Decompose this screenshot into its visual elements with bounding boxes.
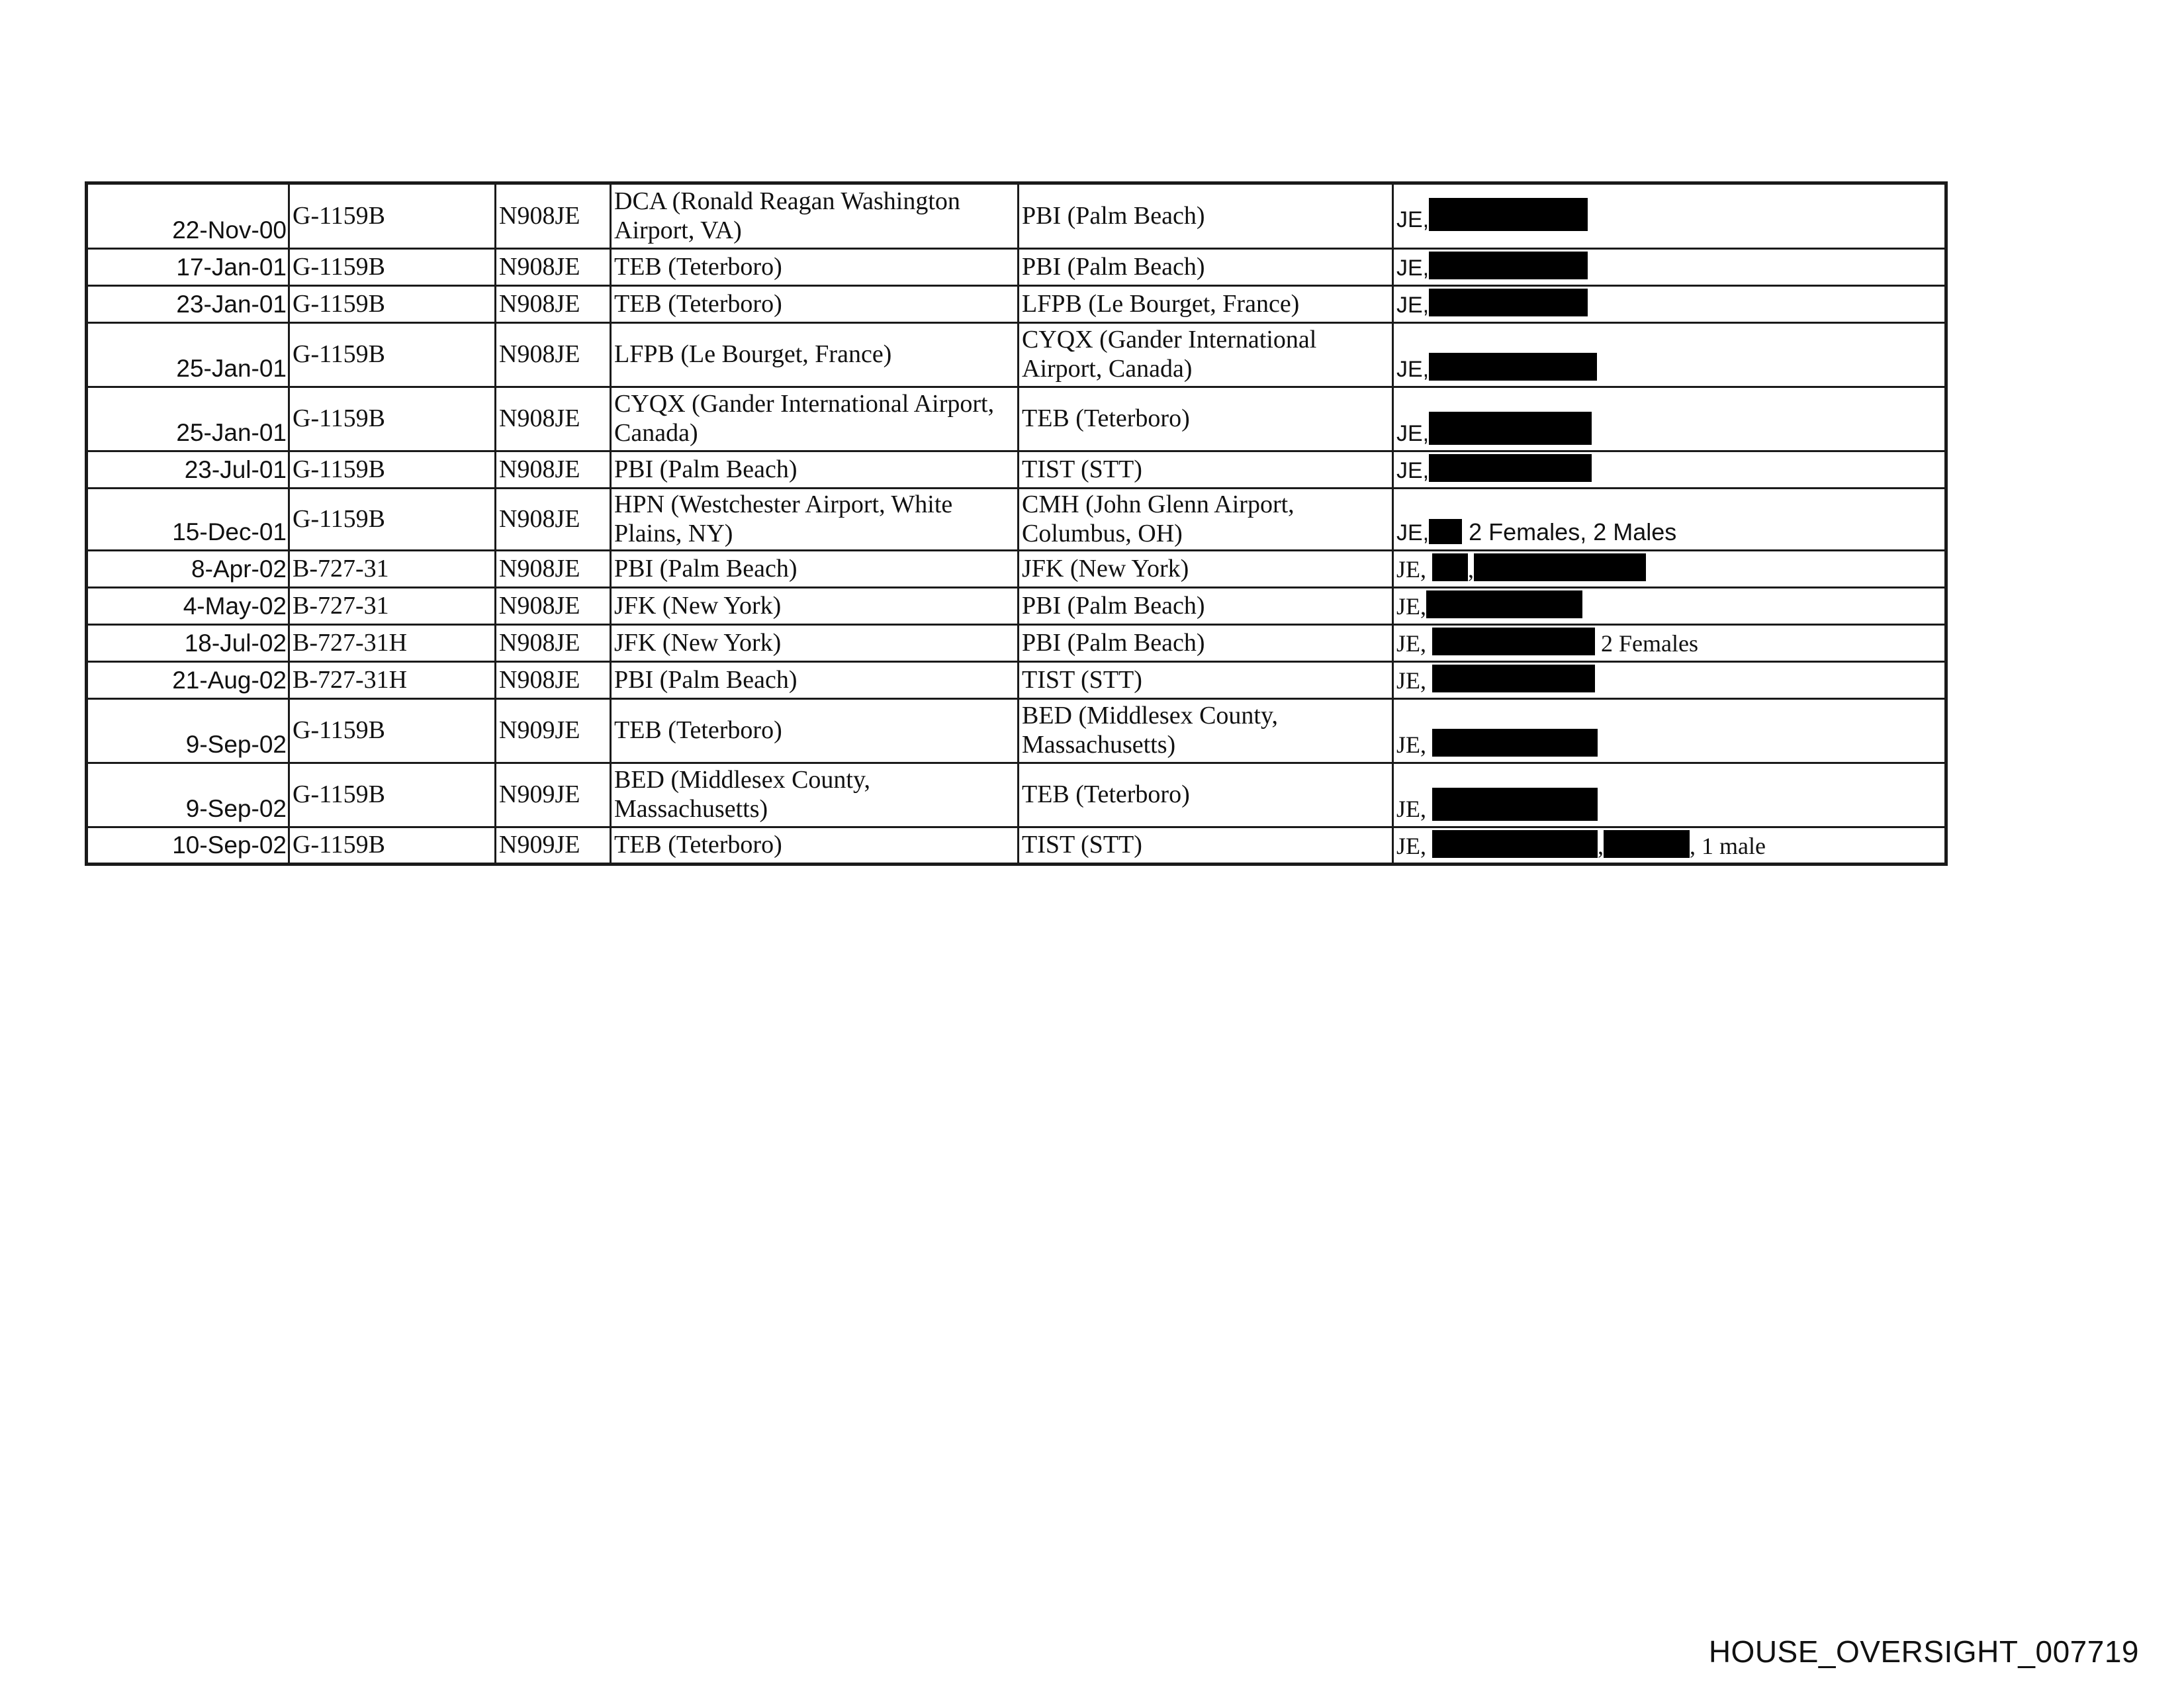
passenger-initials: JE, — [1396, 667, 1426, 694]
tail-number-cell: N909JE — [496, 699, 611, 763]
tail-number-cell: N909JE — [496, 827, 611, 865]
departure-cell: JFK (New York) — [611, 588, 1019, 625]
passengers-cell — [1393, 286, 1946, 323]
table-row — [87, 286, 1946, 323]
tail-number-cell: N908JE — [496, 588, 611, 625]
table-row — [87, 323, 1946, 387]
passenger-initials: JE, — [1396, 420, 1430, 446]
arrival-cell: JFK (New York) — [1019, 551, 1393, 588]
passengers-cell — [1393, 551, 1946, 588]
redaction-block — [1474, 553, 1646, 581]
departure-cell: TEB (Teterboro) — [611, 699, 1019, 763]
aircraft-type-cell: G-1159B — [289, 699, 496, 763]
table-row — [87, 249, 1946, 286]
redaction-block — [1604, 830, 1690, 858]
flight-date-cell: 25-Jan-01 — [87, 323, 289, 387]
passengers-cell — [1393, 662, 1946, 699]
arrival-cell: CMH (John Glenn Airport, Columbus, OH) — [1019, 489, 1393, 551]
aircraft-type-cell: G-1159B — [289, 451, 496, 489]
table-row — [87, 662, 1946, 699]
passenger-note: 2 Females, 2 Males — [1462, 518, 1677, 545]
aircraft-type-cell: G-1159B — [289, 249, 496, 286]
passenger-note: , 1 male — [1690, 832, 1766, 859]
tail-number-cell: N908JE — [496, 451, 611, 489]
passenger-initials: JE, — [1396, 630, 1426, 657]
flight-date-cell: 9-Sep-02 — [87, 699, 289, 763]
aircraft-type-cell: G-1159B — [289, 387, 496, 451]
flight-date-cell: 23-Jul-01 — [87, 451, 289, 489]
departure-cell: LFPB (Le Bourget, France) — [611, 323, 1019, 387]
redaction-block — [1432, 788, 1598, 821]
tail-number-cell: N908JE — [496, 249, 611, 286]
bates-number: HOUSE_OVERSIGHT_007719 — [1708, 1634, 2139, 1669]
flight-date-cell: 9-Sep-02 — [87, 763, 289, 827]
departure-cell: TEB (Teterboro) — [611, 827, 1019, 865]
aircraft-type-cell: G-1159B — [289, 323, 496, 387]
passenger-separator: , — [1598, 832, 1604, 859]
tail-number-cell: N908JE — [496, 183, 611, 249]
departure-cell: PBI (Palm Beach) — [611, 551, 1019, 588]
departure-cell: PBI (Palm Beach) — [611, 451, 1019, 489]
flight-date-cell: 22-Nov-00 — [87, 183, 289, 249]
redaction-block — [1429, 353, 1597, 381]
aircraft-type-cell: B-727-31 — [289, 551, 496, 588]
tail-number-cell: N908JE — [496, 662, 611, 699]
passengers-cell — [1393, 183, 1946, 249]
passenger-note: 2 Females — [1595, 630, 1698, 657]
flight-log-table — [85, 181, 1948, 866]
flight-date-cell: 15-Dec-01 — [87, 489, 289, 551]
passenger-initials: JE, — [1396, 795, 1426, 822]
aircraft-type-cell: G-1159B — [289, 827, 496, 865]
departure-cell: TEB (Teterboro) — [611, 286, 1019, 323]
passenger-initials: JE, — [1396, 356, 1430, 382]
tail-number-cell: N909JE — [496, 763, 611, 827]
passenger-initials: JE, — [1396, 520, 1430, 545]
passenger-initials: JE, — [1396, 293, 1430, 318]
redaction-block — [1429, 289, 1588, 316]
passenger-initials: JE, — [1396, 832, 1426, 859]
flight-date-cell: 25-Jan-01 — [87, 387, 289, 451]
passengers-cell — [1393, 827, 1946, 865]
table-row — [87, 183, 1946, 249]
redaction-block — [1429, 454, 1592, 482]
arrival-cell: TIST (STT) — [1019, 827, 1393, 865]
redaction-block — [1429, 252, 1588, 279]
redaction-block — [1432, 830, 1598, 858]
departure-cell: BED (Middlesex County, Massachusetts) — [611, 763, 1019, 827]
tail-number-cell: N908JE — [496, 387, 611, 451]
table-row — [87, 827, 1946, 865]
table-row — [87, 699, 1946, 763]
aircraft-type-cell: B-727-31H — [289, 662, 496, 699]
arrival-cell: TIST (STT) — [1019, 451, 1393, 489]
flight-date-cell: 10-Sep-02 — [87, 827, 289, 865]
flight-date-cell: 21-Aug-02 — [87, 662, 289, 699]
table-row — [87, 387, 1946, 451]
aircraft-type-cell: G-1159B — [289, 183, 496, 249]
flight-date-cell: 23-Jan-01 — [87, 286, 289, 323]
arrival-cell: PBI (Palm Beach) — [1019, 588, 1393, 625]
arrival-cell: LFPB (Le Bourget, France) — [1019, 286, 1393, 323]
passenger-initials: JE, — [1396, 256, 1430, 281]
arrival-cell: CYQX (Gander International Airport, Canada) — [1019, 323, 1393, 387]
flight-date-cell: 18-Jul-02 — [87, 625, 289, 662]
table-row — [87, 551, 1946, 588]
redaction-block — [1432, 553, 1468, 581]
passengers-cell — [1393, 387, 1946, 451]
aircraft-type-cell: B-727-31H — [289, 625, 496, 662]
passenger-initials: JE, — [1396, 593, 1426, 620]
arrival-cell: BED (Middlesex County, Massachusetts) — [1019, 699, 1393, 763]
redaction-block — [1429, 412, 1592, 445]
table-row — [87, 451, 1946, 489]
departure-cell: HPN (Westchester Airport, White Plains, NY) — [611, 489, 1019, 551]
redaction-block — [1432, 665, 1595, 692]
passengers-cell — [1393, 699, 1946, 763]
table-row — [87, 489, 1946, 551]
arrival-cell: TEB (Teterboro) — [1019, 763, 1393, 827]
flight-date-cell: 17-Jan-01 — [87, 249, 289, 286]
passengers-cell — [1393, 763, 1946, 827]
passenger-initials: JE, — [1396, 731, 1426, 758]
redaction-block — [1432, 729, 1598, 757]
tail-number-cell: N908JE — [496, 551, 611, 588]
table-row — [87, 763, 1946, 827]
aircraft-type-cell: G-1159B — [289, 489, 496, 551]
redaction-block — [1429, 519, 1462, 544]
passenger-initials: JE, — [1396, 556, 1426, 583]
passengers-cell — [1393, 451, 1946, 489]
departure-cell: JFK (New York) — [611, 625, 1019, 662]
aircraft-type-cell: G-1159B — [289, 763, 496, 827]
redaction-block — [1426, 590, 1582, 618]
passenger-initials: JE, — [1396, 207, 1430, 233]
flight-date-cell: 8-Apr-02 — [87, 551, 289, 588]
departure-cell: CYQX (Gander International Airport, Canada) — [611, 387, 1019, 451]
table-row — [87, 625, 1946, 662]
table-row — [87, 588, 1946, 625]
passenger-initials: JE, — [1396, 458, 1430, 484]
tail-number-cell: N908JE — [496, 625, 611, 662]
arrival-cell: PBI (Palm Beach) — [1019, 625, 1393, 662]
passengers-cell — [1393, 323, 1946, 387]
passenger-separator: , — [1468, 556, 1474, 583]
redaction-block — [1432, 628, 1595, 655]
aircraft-type-cell: G-1159B — [289, 286, 496, 323]
redaction-block — [1429, 198, 1588, 231]
arrival-cell: TEB (Teterboro) — [1019, 387, 1393, 451]
departure-cell: TEB (Teterboro) — [611, 249, 1019, 286]
passengers-cell — [1393, 625, 1946, 662]
arrival-cell: PBI (Palm Beach) — [1019, 183, 1393, 249]
tail-number-cell: N908JE — [496, 286, 611, 323]
departure-cell: PBI (Palm Beach) — [611, 662, 1019, 699]
arrival-cell: TIST (STT) — [1019, 662, 1393, 699]
passengers-cell — [1393, 249, 1946, 286]
tail-number-cell: N908JE — [496, 489, 611, 551]
flight-date-cell: 4-May-02 — [87, 588, 289, 625]
departure-cell: DCA (Ronald Reagan Washington Airport, VA) — [611, 183, 1019, 249]
passengers-cell — [1393, 489, 1946, 551]
passengers-cell — [1393, 588, 1946, 625]
arrival-cell: PBI (Palm Beach) — [1019, 249, 1393, 286]
tail-number-cell: N908JE — [496, 323, 611, 387]
aircraft-type-cell: B-727-31 — [289, 588, 496, 625]
